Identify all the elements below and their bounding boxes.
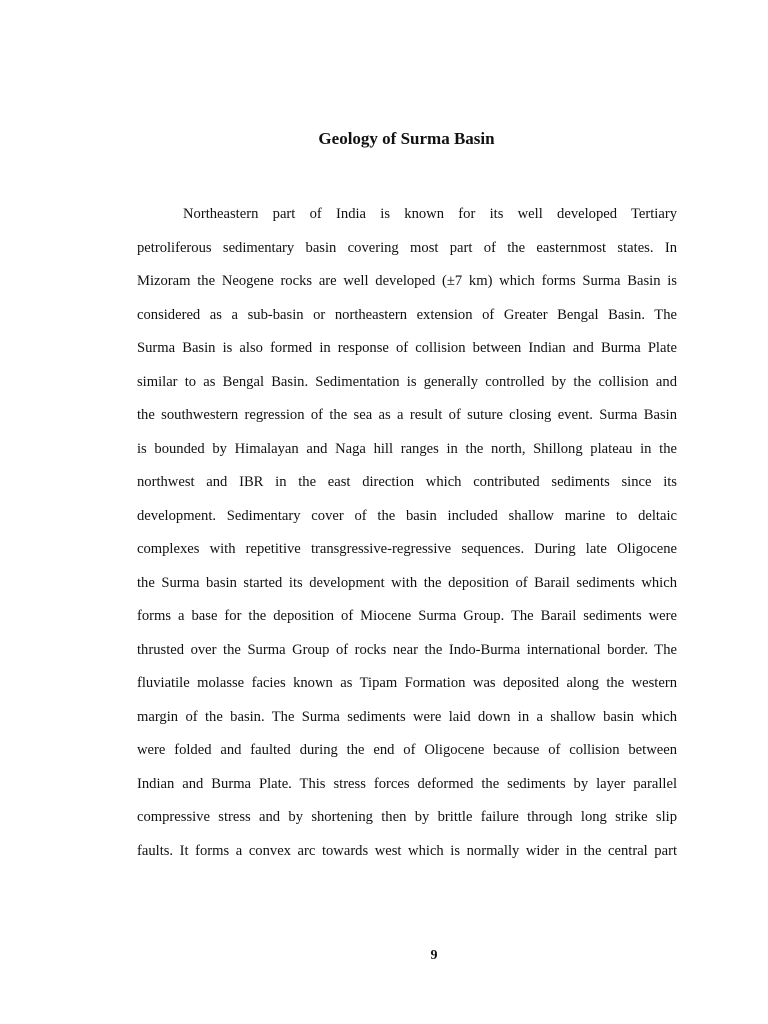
paragraph-line: fluviatile molasse facies known as Tipam Formation was deposited along the western xyxy=(137,675,677,691)
paragraph-line: Surma Basin is also formed in response of collision between Indian and Burma Plate xyxy=(137,340,677,356)
paragraph-line: is bounded by Himalayan and Naga hill ranges in the north, Shillong plateau in the xyxy=(137,440,677,457)
paragraph-line: complexes with repetitive transgressive-regressive sequences. During late Oligocene xyxy=(137,541,677,557)
paragraph-line: compressive stress and by shortening then by brittle failure through long strike slip xyxy=(137,809,677,825)
paragraph-line: Indian and Burma Plate. This stress forces deformed the sediments by layer parallel xyxy=(137,775,677,792)
paragraph-line: thrusted over the Surma Group of rocks near the Indo-Burma international border. The xyxy=(137,641,677,658)
paragraph-line: northwest and IBR in the east direction which contributed sediments since its xyxy=(137,474,677,490)
paragraph-line: margin of the basin. The Surma sediments were laid down in a shallow basin which xyxy=(137,708,677,725)
paragraph-line: petroliferous sedimentary basin covering most part of the easternmost states. In xyxy=(137,239,677,256)
paragraph-line: the southwestern regression of the sea as a result of suture closing event. Surma Basin xyxy=(137,407,677,423)
paragraph-line: were folded and faulted during the end of Oligocene because of collision between xyxy=(137,742,677,758)
paragraph-line: considered as a sub-basin or northeastern extension of Greater Bengal Basin. The xyxy=(137,306,677,323)
paragraph-line: faults. It forms a convex arc towards west which is normally wider in the central part xyxy=(137,842,677,859)
paragraph-line: development. Sedimentary cover of the basin included shallow marine to deltaic xyxy=(137,507,677,524)
paragraph-line: Northeastern part of India is known for its well developed Tertiary xyxy=(183,206,677,222)
paragraph-line: the Surma basin started its development with the deposition of Barail sediments which xyxy=(137,574,677,591)
page-title: Geology of Surma Basin xyxy=(318,129,495,148)
paragraph-line: similar to as Bengal Basin. Sedimentation is generally controlled by the collision and xyxy=(137,373,677,390)
paragraph-line: Mizoram the Neogene rocks are well developed (±7 km) which forms Surma Basin is xyxy=(137,273,677,289)
body-paragraph xyxy=(137,198,677,868)
page-number: 9 xyxy=(430,948,438,963)
paragraph-line: forms a base for the deposition of Miocene Surma Group. The Barail sediments were xyxy=(137,608,677,624)
